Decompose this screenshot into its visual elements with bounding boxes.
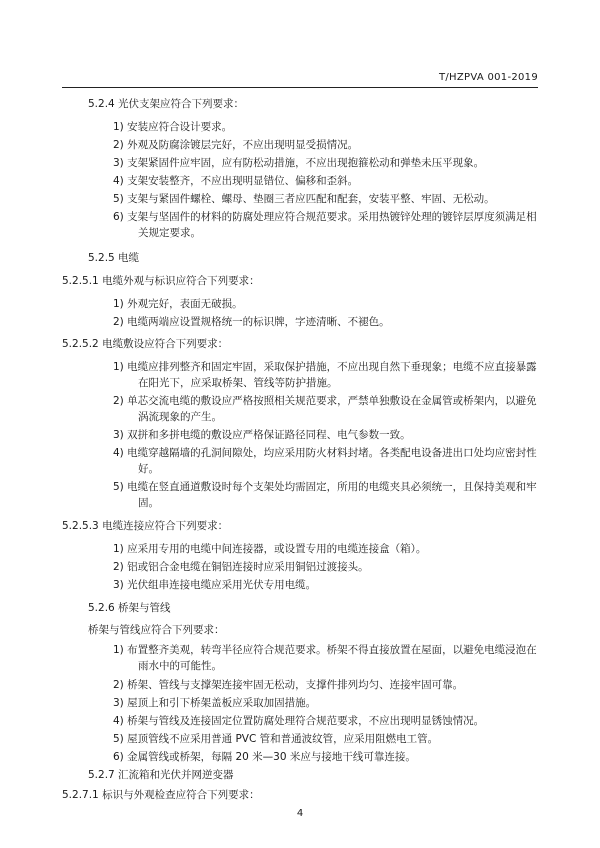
list-item: 2) 单芯交流电缆的敷设应严格按照相关规范要求，严禁单独敷设在金属管或桥架内，以避免 <box>113 395 537 407</box>
section-heading-5-2-7: 5.2.7 汇流箱和光伏并网逆变器 <box>88 769 234 781</box>
list-item-continuation: 好。 <box>138 463 159 475</box>
list-item: 1) 应采用专用的电缆中间连接器，或设置专用的电缆连接盒（箱）。 <box>113 543 427 555</box>
list-item-continuation: 固。 <box>138 497 159 509</box>
list-item: 4) 桥架与管线及连接固定位置防腐处理符合规范要求，不应出现明显锈蚀情况。 <box>113 715 485 727</box>
list-item: 2) 桥架、管线与支撑架连接牢固无松动，支撑件排列均匀、连接牢固可靠。 <box>113 679 464 691</box>
list-item-continuation: 在阳光下，应采取桥架、管线等防护措施。 <box>138 377 338 389</box>
section-heading-5-2-4: 5.2.4 光伏支架应符合下列要求： <box>88 98 245 110</box>
section-heading-5-2-5-1: 5.2.5.1 电缆外观与标识应符合下列要求： <box>62 275 260 287</box>
section-intro: 桥架与管线应符合下列要求： <box>88 624 225 636</box>
list-item: 6) 支架与坚固件的材料的防腐处理应符合规范要求。采用热镀锌处理的镀锌层厚度须满足相 <box>113 211 537 223</box>
list-item: 2) 铝或铝合金电缆在铜铝连接时应采用铜铝过渡接头。 <box>113 561 369 573</box>
list-item: 5) 支架与紧固件螺栓、螺母、垫圈三者应匹配和配套，安装平整、牢固、无松动。 <box>113 193 495 205</box>
list-item: 3) 支架紧固件应牢固，应有防松动措施，不应出现抱箍松动和弹垫未压平现象。 <box>113 157 485 169</box>
list-item: 4) 电缆穿越隔墙的孔洞间隙处，均应采用防火材料封堵。各类配电设备进出口处均应密封性 <box>113 447 537 459</box>
section-heading-5-2-5-3: 5.2.5.3 电缆连接应符合下列要求： <box>62 520 229 532</box>
list-item-continuation: 雨水中的可能性。 <box>138 660 222 672</box>
section-heading-5-2-7-1: 5.2.7.1 标识与外观检查应符合下列要求： <box>62 789 260 801</box>
list-item-continuation: 涡流现象的产生。 <box>138 411 222 423</box>
page-number: 4 <box>296 808 304 819</box>
list-item: 1) 电缆应排列整齐和固定牢固，采取保护措施，不应出现自然下垂现象；电缆不应直接暴露 <box>113 361 537 373</box>
list-item: 6) 金属管线或桥架，每隔 20 米—30 米应与接地干线可靠连接。 <box>113 751 416 763</box>
list-item: 2) 外观及防腐涂镀层完好，不应出现明显受损情况。 <box>113 139 359 151</box>
list-item: 3) 双拼和多拼电缆的敷设应严格保证路径同程、电气参数一致。 <box>113 429 411 441</box>
list-item: 1) 布置整齐美观，转弯半径应符合规范要求。桥架不得直接放置在屋面，以避免电缆浸泡在 <box>113 644 537 656</box>
list-item: 5) 电缆在竖直通道敷设时每个支架处均需固定，所用的电缆夹具必须统一，且保持美观和牢 <box>113 481 537 493</box>
list-item: 4) 支架安装整齐，不应出现明显错位、偏移和歪斜。 <box>113 175 359 187</box>
section-heading-5-2-6: 5.2.6 桥架与管线 <box>88 602 171 614</box>
header-rule <box>62 87 538 88</box>
list-item-continuation: 关规定要求。 <box>138 227 201 239</box>
list-item: 2) 电缆两端应设置规格统一的标识牌，字迹清晰、不褪色。 <box>113 316 390 328</box>
section-heading-5-2-5-2: 5.2.5.2 电缆敷设应符合下列要求： <box>62 338 229 350</box>
standard-number: T/HZPVA 001-2019 <box>438 72 538 83</box>
list-item: 3) 屋顶上和引下桥架盖板应采取加固措施。 <box>113 697 317 709</box>
list-item: 5) 屋顶管线不应采用普通 PVC 管和普通波纹管，应采用阻燃电工管。 <box>113 733 439 745</box>
section-heading-5-2-5: 5.2.5 电缆 <box>88 252 140 264</box>
list-item: 3) 光伏组串连接电缆应采用光伏专用电缆。 <box>113 579 317 591</box>
list-item: 1) 外观完好，表面无破损。 <box>113 298 243 310</box>
list-item: 1) 安装应符合设计要求。 <box>113 121 233 133</box>
